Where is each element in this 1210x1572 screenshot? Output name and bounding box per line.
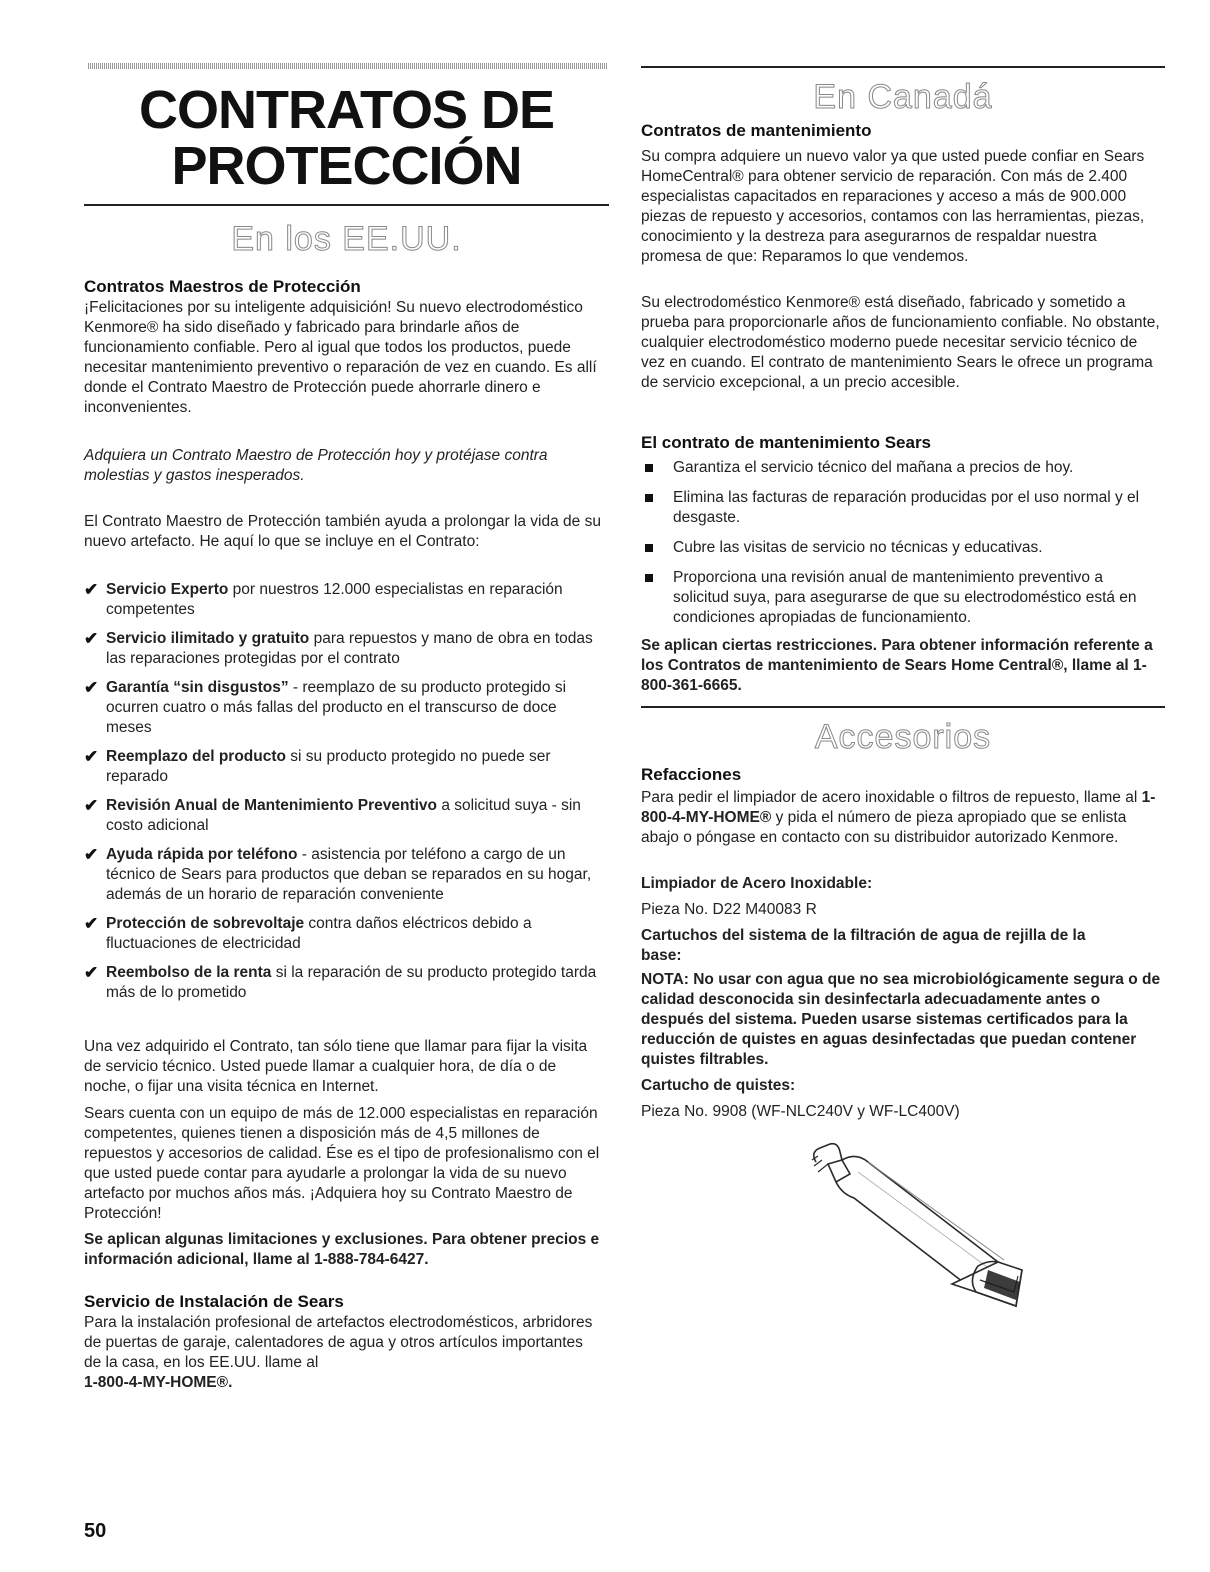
list-item: ✔ Revisión Anual de Mantenimiento Preventivo a solicitud suya - sin costo adicional [84,796,581,834]
restrictions-paragraph: Se aplican ciertas restricciones. Para obtener información referente a los Contratos de mantenimiento de Sears Home Central®, llame al 1-800-361-6665. [641,637,1153,694]
cleaner-part-number: Pieza No. D22 M40083 R [641,901,817,918]
check-icon: ✔ [84,678,99,697]
also-paragraph: El Contrato Maestro de Protección también ayuda a prolongar la vida de su nuevo artefacto. He aquí lo que se incluye en el Contrato: [84,513,601,550]
top-dotted-rule [88,63,608,69]
list-item: ✔ Reembolso de la renta si la reparación de su producto protegido tarda más de lo prometido [84,963,597,1001]
heading-maintenance: Contratos de mantenimiento [641,121,872,140]
check-icon: ✔ [84,796,99,815]
square-bullet-icon [645,494,653,502]
benefits-list [84,580,604,1012]
note-paragraph: NOTA: No usar con agua que no sea microbiológicamente segura o de calidad desconocida sin desinfectarla adecuadamente antes o después del sistema. Pueden usarse sistemas certificados para la reducción de quistes en aguas desinfectadas que puedan contener quistes filtrables. [641,971,1161,1068]
title-rule [84,204,609,206]
list-item: Elimina las facturas de reparación producidas por el uso normal y el desgaste. [641,488,1161,528]
check-icon: ✔ [84,580,99,599]
title-line-2: PROTECCIÓN [171,136,522,196]
list-item: ✔ Reemplazo del producto si su producto protegido no puede ser reparado [84,747,551,785]
check-icon: ✔ [84,845,99,864]
section-head-canada: En Canadá [813,78,993,116]
list-item: ✔ Garantía “sin disgustos” - reemplazo de su producto protegido si ocurren cuatro o más fallas del producto en el transcurso de doce meses [84,678,567,736]
water-filter-cartridge-illustration [798,1142,1048,1322]
heading-installation: Servicio de Instalación de Sears [84,1292,344,1311]
square-bullet-icon [645,464,653,472]
square-bullet-icon [645,544,653,552]
page-title [84,82,609,194]
maintenance-paragraph-2: Su electrodoméstico Kenmore® está diseñado, fabricado y sometido a prueba para proporcionarle años de funcionamiento confiable. No obstante, cualquier electrodoméstico moderno puede necesitar servicio técnico de vez en cuando. El contrato de mantenimiento Sears le ofrece un programa de servicio excepcional, a un precio accesible. [641,294,1160,391]
heading-master-contracts: Contratos Maestros de Protección [84,277,361,296]
list-item: ✔ Protección de sobrevoltaje contra daños eléctricos debido a fluctuaciones de electricidad [84,914,532,952]
heading-cartridges: Cartuchos del sistema de la filtración de agua de rejilla de la base: [641,927,1086,964]
maintenance-paragraph-1: Su compra adquiere un nuevo valor ya que usted puede confiar en Sears HomeCentral® para obtener servicio de reparación. Con más de 2.400 especialistas capacitados en reparaciones y acceso a más de 900.000 piezas de repuesto y accesorios, contamos con las herramientas, piezas, conocimiento y la destreza para asegurarnos de respaldar nuestra promesa de que: Reparamos lo que vendemos. [641,148,1145,265]
heading-sears-contract: El contrato de mantenimiento Sears [641,433,932,452]
once-paragraph: Una vez adquirido el Contrato, tan sólo tiene que llamar para fijar la visita de servicio técnico. Usted puede llamar a cualquier hora, de día o de noche, o fijar una visita técnica en Internet. [84,1038,588,1095]
contract-bullets [641,458,1161,638]
title-line-1: CONTRATOS DE [138,80,555,140]
top-rule-right [641,66,1165,68]
square-bullet-icon [645,574,653,582]
check-icon: ✔ [84,747,99,766]
cyst-part-number: Pieza No. 9908 (WF-NLC240V y WF-LC400V) [641,1103,960,1120]
parts-paragraph: Para pedir el limpiador de acero inoxidable o filtros de repuesto, llame al 1-800-4-MY-HOME® y pida el número de pieza apropiado que se enlista abajo o póngase en contacto con su distribuidor autorizado Kenmore. [641,789,1156,846]
install-phone: 1-800-4-MY-HOME®. [84,1374,233,1391]
heading-cyst-cartridge: Cartucho de quistes: [641,1077,796,1094]
heading-cleaner: Limpiador de Acero Inoxidable: [641,875,873,892]
limits-paragraph: Se aplican algunas limitaciones y exclusiones. Para obtener precios e información adicional, llame al 1-888-784-6427. [84,1231,600,1268]
italic-paragraph: Adquiera un Contrato Maestro de Protección hoy y protéjase contra molestias y gastos inesperados. [84,447,548,484]
intro-paragraph: ¡Felicitaciones por su inteligente adquisición! Su nuevo electrodoméstico Kenmore® ha sido diseñado y fabricado para brindarle años de funcionamiento confiable. Pero al igual que todos los productos, puede necesitar mantenimiento preventivo o reparación de vez en cuando. Es allí donde el Contrato Maestro de Protección puede ahorrarle dinero e inconvenientes. [84,299,597,416]
list-item: Proporciona una revisión anual de mantenimiento preventivo a solicitud suya, para asegurarse de que su electrodoméstico está en condiciones apropiadas de funcionamiento. [641,568,1161,628]
list-item: ✔ Servicio ilimitado y gratuito para repuestos y mano de obra en todas las reparaciones protegidas por el contrato [84,629,593,667]
check-icon: ✔ [84,914,99,933]
section-head-accessories: Accesorios [814,718,992,756]
install-paragraph: Para la instalación profesional de artefactos electrodomésticos, arbridores de puertas de garaje, calentadores de agua y otros artículos importantes de la casa, en los EE.UU. llame al 1-800-4-MY-HOME®. [84,1314,593,1391]
section-head-usa: En los EE.UU. [231,220,462,258]
heading-parts: Refacciones [641,765,742,784]
list-item: ✔ Ayuda rápida por teléfono - asistencia por teléfono a cargo de un técnico de Sears para productos que deban se reparados en su hogar, además de un horario de reparación conveniente [84,845,592,903]
sears-team-paragraph: Sears cuenta con un equipo de más de 12.000 especialistas en reparación competentes, quienes tienen a disposición más de 4,5 millones de repuestos y accesorios de calidad. Ése es el tipo de profesionalismo con el que usted puede contar para ayudarle a prolongar la vida de su nuevo artefacto por muchos años más. ¡Adquiera hoy su Contrato Maestro de Protección! [84,1105,600,1222]
page-number: 50 [84,1520,107,1542]
check-icon: ✔ [84,629,99,648]
check-icon: ✔ [84,963,99,982]
accessories-rule [641,706,1165,708]
list-item: Cubre las visitas de servicio no técnicas y educativas. [641,538,1161,558]
list-item: Garantiza el servicio técnico del mañana a precios de hoy. [641,458,1161,478]
list-item: ✔ Servicio Experto por nuestros 12.000 especialistas en reparación competentes [84,580,563,618]
